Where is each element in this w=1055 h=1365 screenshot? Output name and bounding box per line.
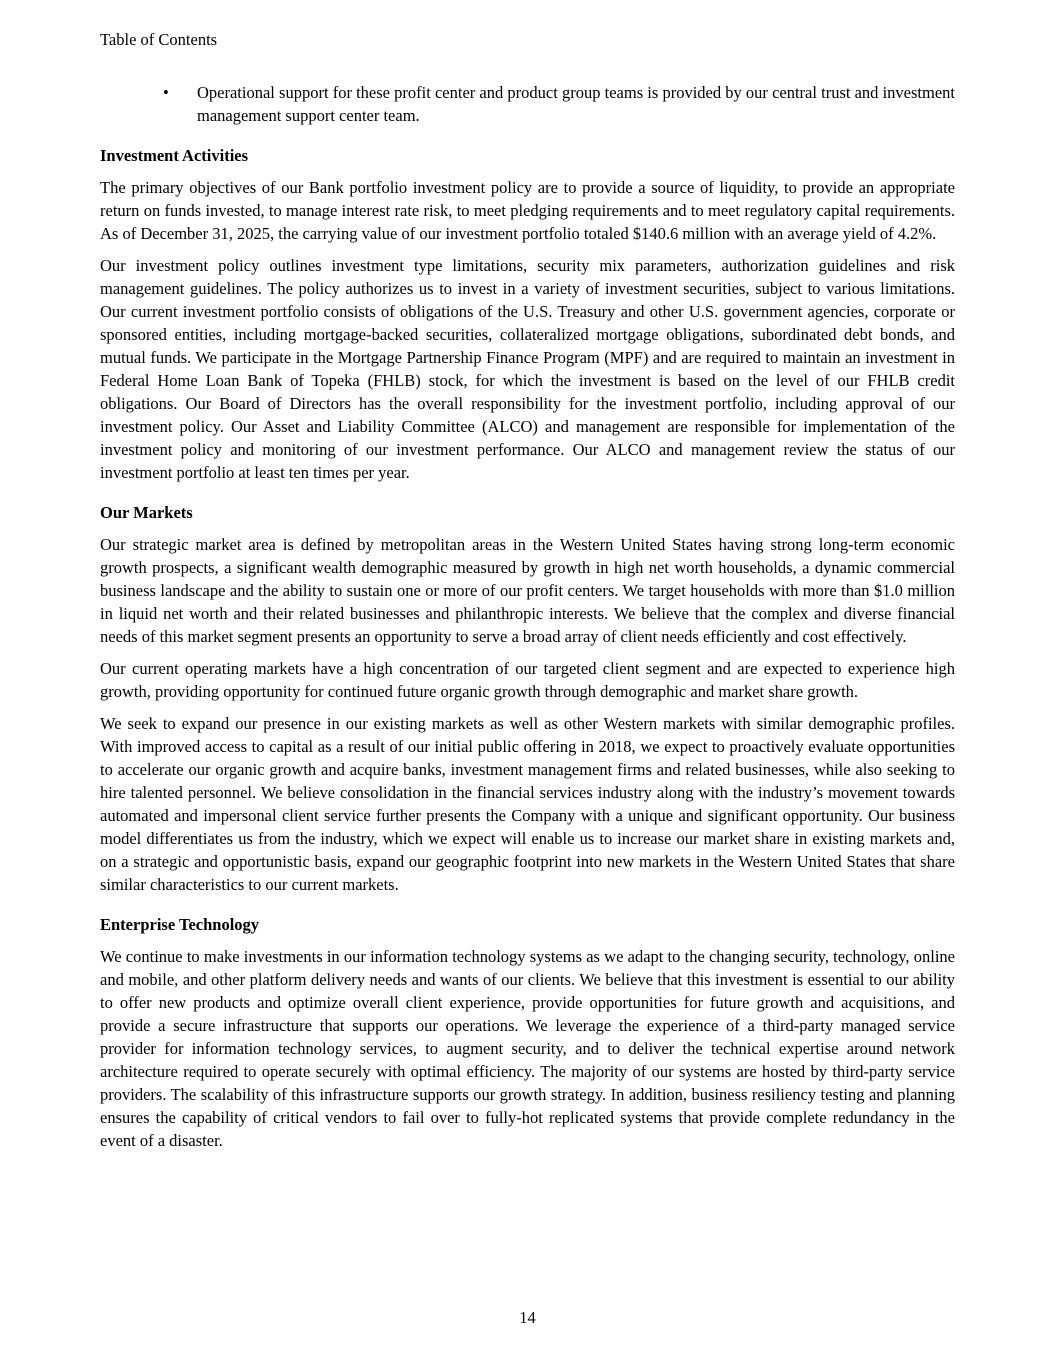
paragraph-enterprise-technology-1: We continue to make investments in our information technology systems as we adapt to the changing security, technology, online and mobile, and other platform delivery needs and wants of our clients. We believe that this investment is essential to our ability to offer new products and optimize overall client experience, provide opportunities for future growth and acquisitions, and provide a secure infrastructure that supports our operations. We leverage the experience of a third-party managed service provider for information technology services, to augment security, and to deliver the technical expertise around network architecture required to operate securely with optimal efficiency. The majority of our systems are hosted by third-party service providers. The scalability of this infrastructure supports our growth strategy. In addition, business resiliency testing and planning ensures the capability of critical vendors to fail over to fully-hot replicated systems that provide complete redundancy in the event of a disaster. bbox=[100, 947, 955, 1150]
paragraph-our-markets-3: We seek to expand our presence in our existing markets as well as other Western markets with similar demographic profiles. With improved access to capital as a result of our initial public offering in 2018, we expect to proactively evaluate opportunities to accelerate our organic growth and acquire banks, investment management firms and related businesses, while also seeking to hire talented personnel. We believe consolidation in the financial services industry along with the industry’s movement towards automated and impersonal client service further presents the Company with a unique and significant opportunity. Our business model differentiates us from the industry, which we expect will enable us to increase our market share in existing markets and, on a strategic and opportunistic basis, expand our geographic footprint into new markets in the Western United States that share similar characteristics to our current markets. bbox=[100, 714, 955, 894]
paragraph-investment-activities-1: The primary objectives of our Bank portfolio investment policy are to provide a source of liquidity, to provide an appropriate return on funds invested, to manage interest rate risk, to meet pledging requirements and to meet regulatory capital requirements. As of December 31, 2025, the carrying value of our investment portfolio totaled $140.6 million with an average yield of 4.2%. bbox=[100, 178, 955, 243]
section-heading-enterprise-technology: Enterprise Technology bbox=[100, 915, 260, 934]
section-heading-investment-activities: Investment Activities bbox=[100, 146, 249, 165]
bullet-marker: • bbox=[163, 83, 169, 102]
section-heading-our-markets: Our Markets bbox=[100, 503, 193, 522]
paragraph-our-markets-2: Our current operating markets have a high concentration of our targeted client segment and are expected to experience high growth, providing opportunity for continued future organic growth through demographic and market share growth. bbox=[100, 659, 955, 701]
paragraph-investment-activities-2: Our investment policy outlines investment type limitations, security mix parameters, authorization guidelines and risk management guidelines. The policy authorizes us to invest in a variety of investment securities, subject to various limitations. Our current investment portfolio consists of obligations of the U.S. Treasury and other U.S. government agencies, corporate or sponsored entities, including mortgage-backed securities, collateralized mortgage obligations, subordinated debt bonds, and mutual funds. We participate in the Mortgage Partnership Finance Program (MPF) and are required to maintain an investment in Federal Home Loan Bank of Topeka (FHLB) stock, for which the investment is based on the level of our FHLB credit obligations. Our Board of Directors has the overall responsibility for the investment portfolio, including approval of our investment policy. Our Asset and Liability Committee (ALCO) and management are responsible for implementation of the investment policy and monitoring of our investment performance. Our ALCO and management review the status of our investment portfolio at least ten times per year. bbox=[100, 256, 955, 482]
table-of-contents-link[interactable]: Table of Contents bbox=[100, 30, 218, 49]
bullet-item bbox=[100, 81, 955, 127]
bullet-text: Operational support for these profit center and product group teams is provided by our central trust and investment management support center team. bbox=[197, 83, 955, 125]
page-number: 14 bbox=[519, 1308, 536, 1327]
paragraph-our-markets-1: Our strategic market area is defined by metropolitan areas in the Western United States having strong long-term economic growth prospects, a significant wealth demographic measured by growth in high net worth households, a dynamic commercial business landscape and the ability to sustain one or more of our profit centers. We target households with more than $1.0 million in liquid net worth and their related businesses and philanthropic interests. We believe that the complex and diverse financial needs of this market segment presents an opportunity to serve a broad array of client needs efficiently and cost effectively. bbox=[100, 535, 955, 646]
